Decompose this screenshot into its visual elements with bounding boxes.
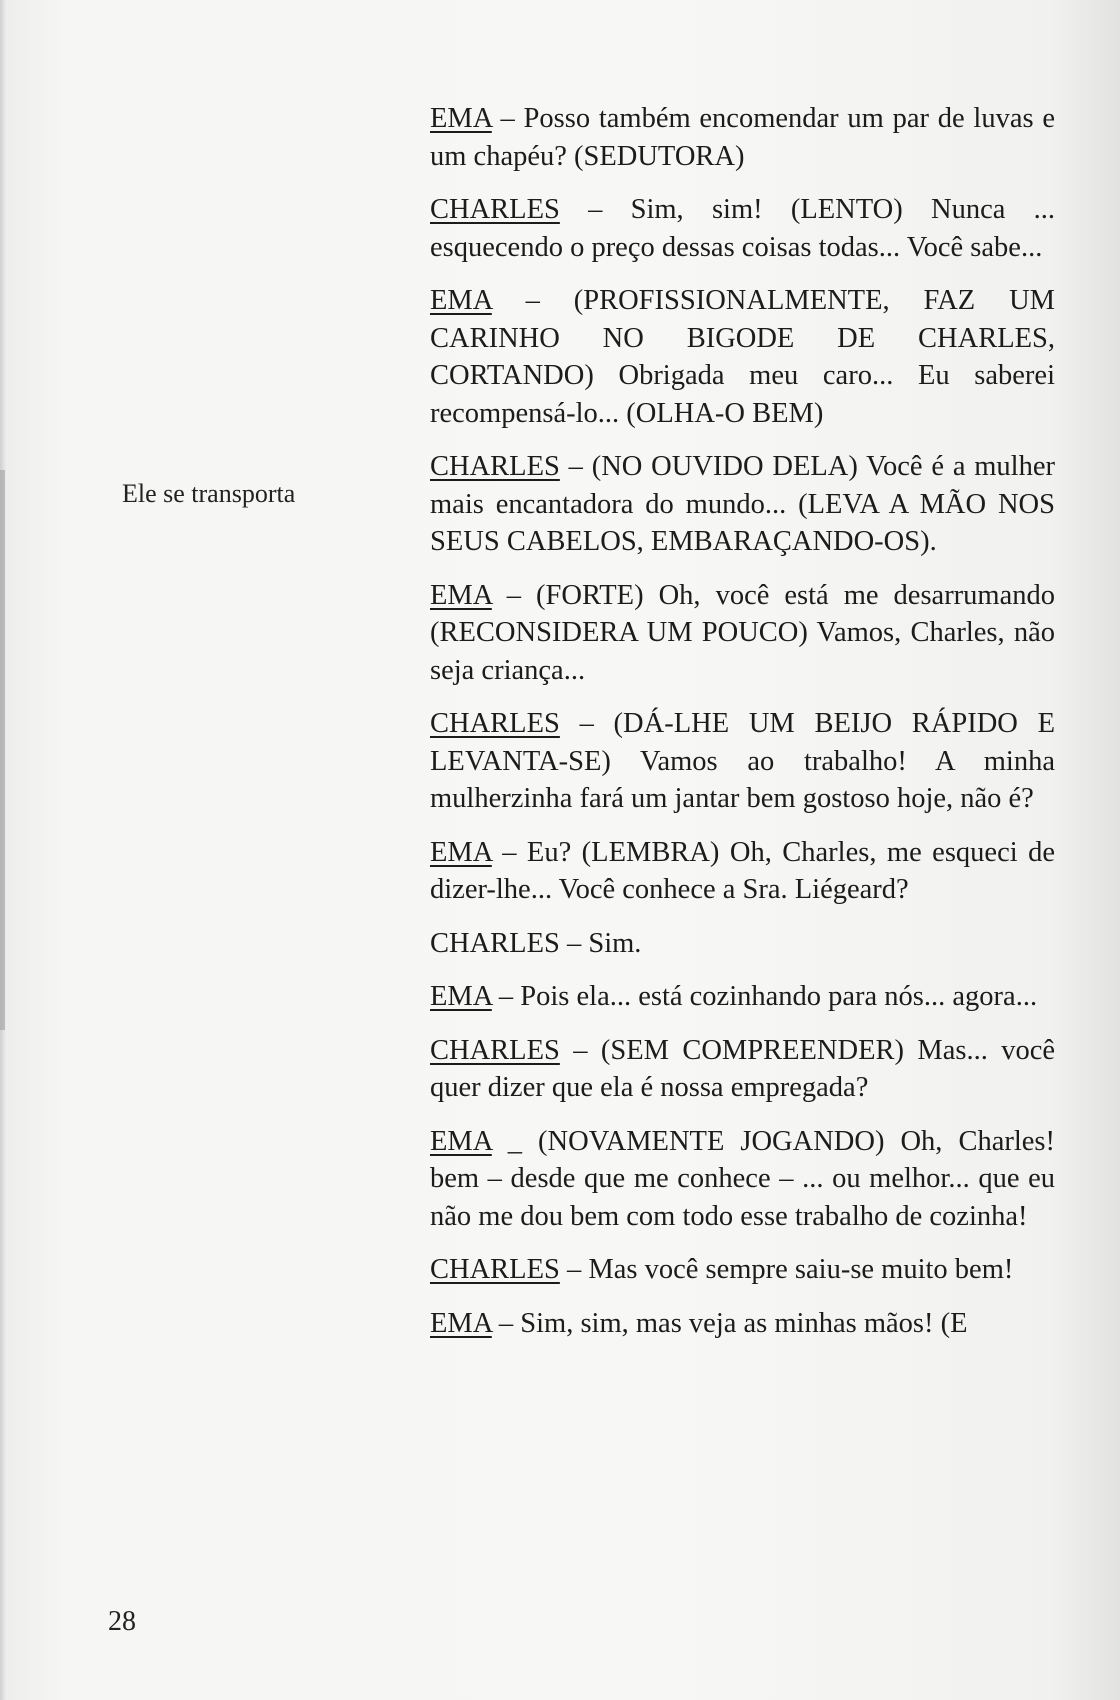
dialogue-line	[430, 834, 1055, 909]
dialogue-column	[430, 100, 1055, 1358]
speaker-name: CHARLES	[430, 927, 560, 959]
dialogue-line	[430, 925, 1055, 963]
dialogue-text: – Sim.	[559, 927, 642, 959]
dialogue-line	[430, 448, 1055, 561]
dialogue-line	[430, 1032, 1055, 1107]
speaker-name: EMA	[430, 1307, 492, 1339]
binding-shadow	[0, 470, 5, 1030]
dialogue-line	[430, 282, 1055, 432]
dialogue-text: _ (NOVAMENTE JOGANDO) Oh, Charles! bem – desde que me conhece – ... ou melhor... que eu não me dou bem com todo esse trabalho de cozinha!	[430, 1125, 1055, 1232]
margin-note: Ele se transporta	[122, 479, 296, 508]
speaker-name: CHARLES	[430, 708, 560, 739]
speaker-name: EMA	[430, 579, 492, 611]
dialogue-line	[430, 577, 1055, 690]
dialogue-line	[430, 1123, 1055, 1236]
page-number: 28	[108, 1606, 136, 1637]
dialogue-line	[430, 191, 1055, 266]
dialogue-text: – (DÁ-LHE UM BEIJO RÁPIDO E LEVANTA-SE) Vamos ao trabalho! A minha mulherzinha fará um jantar bem gostoso hoje, não é?	[430, 708, 1055, 814]
dialogue-text: – Pois ela... está cozinhando para nós... agora...	[491, 981, 1038, 1012]
dialogue-text: – Sim, sim! (LENTO) Nunca ... esquecendo o preço dessas coisas todas... Você sabe...	[430, 194, 1055, 263]
dialogue-text: – Eu? (LEMBRA) Oh, Charles, me esqueci de dizer-lhe... Você conhece a Sra. Liégeard?	[430, 836, 1055, 905]
speaker-name: CHARLES	[430, 451, 560, 482]
dialogue-text: – (NO OUVIDO DELA) Você é a mulher mais encantadora do mundo... (LEVA A MÃO NOS SEUS CABELOS, EMBARAÇANDO-OS).	[430, 451, 1055, 557]
dialogue-text: – Mas você sempre saiu-se muito bem!	[559, 1254, 1014, 1285]
speaker-name: EMA	[430, 836, 492, 868]
speaker-name: EMA	[430, 981, 492, 1012]
speaker-name: CHARLES	[430, 194, 560, 225]
speaker-name: EMA	[430, 1125, 492, 1157]
dialogue-text: – (PROFISSIONALMENTE, FAZ UM CARINHO NO BIGODE DE CHARLES, CORTANDO) Obrigada meu caro... Eu saberei recompensá-lo... (OLHA-O BEM)	[430, 285, 1055, 429]
dialogue-text: – Sim, sim, mas veja as minhas mãos! (E	[491, 1307, 968, 1339]
dialogue-line	[430, 978, 1055, 1016]
dialogue-line	[430, 1305, 1055, 1343]
dialogue-line	[430, 100, 1055, 175]
speaker-name: CHARLES	[430, 1254, 560, 1285]
dialogue-line	[430, 1251, 1055, 1289]
dialogue-text: – (SEM COMPREENDER) Mas... você quer dizer que ela é nossa empregada?	[430, 1034, 1055, 1103]
dialogue-text: – Posso também encomendar um par de luvas e um chapéu? (SEDUTORA)	[430, 103, 1055, 172]
dialogue-text: – (FORTE) Oh, você está me desarrumando (RECONSIDERA UM POUCO) Vamos, Charles, não seja criança...	[430, 579, 1055, 686]
dialogue-line	[430, 705, 1055, 818]
speaker-name: EMA	[430, 285, 492, 316]
speaker-name: CHARLES	[430, 1034, 560, 1066]
speaker-name: EMA	[430, 103, 492, 134]
